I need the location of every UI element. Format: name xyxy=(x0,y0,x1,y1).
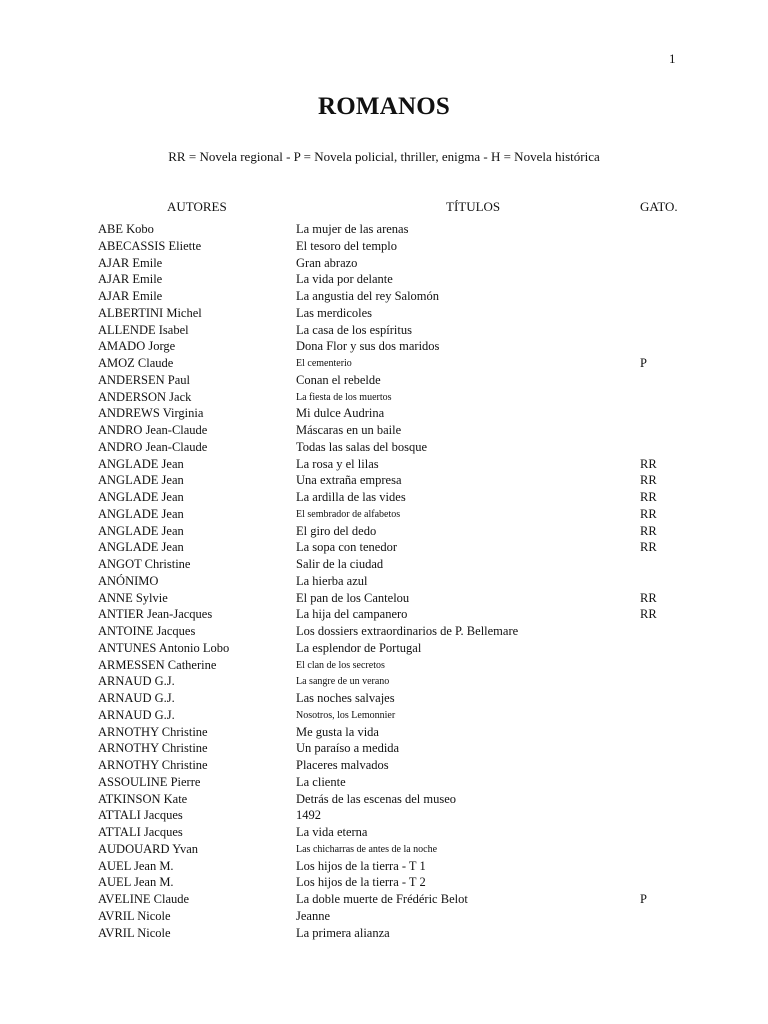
author-cell: AJAR Emile xyxy=(98,255,163,270)
category-cell: RR xyxy=(640,523,657,538)
title-cell: La vida por delante xyxy=(296,272,393,287)
category-cell: RR xyxy=(640,456,657,471)
title-cell: La fiesta de los muertos xyxy=(296,391,392,403)
title-cell: El cementerio xyxy=(296,358,352,369)
title-cell: Conan el rebelde xyxy=(296,372,381,387)
category-legend: RR = Novela regional - P = Novela policial, thriller, enigma - H = Novela histórica xyxy=(168,149,600,164)
table-row xyxy=(0,574,768,591)
table-row xyxy=(0,289,768,306)
title-cell: Las chicharras de antes de la noche xyxy=(296,843,438,855)
table-row xyxy=(0,272,768,289)
title-cell: Nosotros, los Lemonnier xyxy=(296,709,396,721)
table-row xyxy=(0,607,768,624)
author-cell: AJAR Emile xyxy=(98,289,163,303)
table-row xyxy=(0,256,768,273)
table-row xyxy=(0,239,768,256)
title-cell: El clan de los secretos xyxy=(296,659,385,671)
author-cell: ANTOINE Jacques xyxy=(98,624,196,638)
table-row xyxy=(0,440,768,457)
page-number: 1 xyxy=(669,51,676,66)
table-row xyxy=(0,909,768,926)
author-cell: AUEL Jean M. xyxy=(98,858,174,873)
table-row xyxy=(0,423,768,440)
author-cell: AUEL Jean M. xyxy=(98,875,174,890)
table-row xyxy=(0,792,768,809)
title-cell: Un paraíso a medida xyxy=(296,741,400,756)
author-cell: ANDREWS Virginia xyxy=(98,406,204,421)
table-row xyxy=(0,758,768,775)
title-cell: Los hijos de la tierra - T 1 xyxy=(296,858,426,873)
author-cell: ANDRO Jean-Claude xyxy=(98,423,208,437)
table-row xyxy=(0,591,768,608)
author-cell: ANTIER Jean-Jacques xyxy=(98,607,213,622)
title-cell: La hija del campanero xyxy=(296,607,408,622)
author-cell: ALLENDE Isabel xyxy=(98,322,189,337)
author-cell: ANGLADE Jean xyxy=(98,490,184,504)
title-cell: Las noches salvajes xyxy=(296,691,395,705)
author-cell: ATTALI Jacques xyxy=(98,825,183,839)
table-row xyxy=(0,473,768,490)
book-list xyxy=(0,222,768,942)
category-cell: RR xyxy=(640,506,657,521)
title-cell: La sopa con tenedor xyxy=(296,540,398,555)
author-cell: ASSOULINE Pierre xyxy=(98,774,201,789)
author-cell: ANÓNIMO xyxy=(98,573,159,588)
author-cell: ANGLADE Jean xyxy=(98,523,184,538)
author-cell: AVELINE Claude xyxy=(98,892,190,906)
title-cell: Los hijos de la tierra - T 2 xyxy=(296,875,426,890)
title-cell: La sangre de un verano xyxy=(296,676,390,688)
title-cell: Máscaras en un baile xyxy=(296,423,402,437)
category-cell: RR xyxy=(640,607,657,622)
title-cell: Placeres malvados xyxy=(296,758,389,772)
column-header-authors: AUTORES xyxy=(167,199,227,214)
table-row xyxy=(0,490,768,507)
title-cell: La primera alianza xyxy=(296,925,390,940)
author-cell: ARNOTHY Christine xyxy=(98,724,208,739)
table-row xyxy=(0,875,768,892)
table-row xyxy=(0,390,768,407)
title-cell: Me gusta la vida xyxy=(296,724,379,739)
table-row xyxy=(0,741,768,758)
table-row xyxy=(0,775,768,792)
author-cell: ARNAUD G.J. xyxy=(98,707,175,722)
table-row xyxy=(0,691,768,708)
author-cell: ATKINSON Kate xyxy=(98,791,188,806)
title-cell: 1492 xyxy=(296,808,321,823)
category-cell: RR xyxy=(640,540,657,555)
title-cell: El tesoro del templo xyxy=(296,238,398,253)
table-row xyxy=(0,524,768,541)
title-cell: Jeanne xyxy=(296,908,331,923)
author-cell: ANTUNES Antonio Lobo xyxy=(98,640,230,655)
title-cell: El giro del dedo xyxy=(296,523,377,538)
category-cell: P xyxy=(640,892,647,906)
table-row xyxy=(0,892,768,909)
title-cell: El pan de los Cantelou xyxy=(296,590,410,605)
title-cell: La ardilla de las vides xyxy=(296,490,406,504)
table-row xyxy=(0,859,768,876)
column-header-titles: TÍTULOS xyxy=(446,199,501,214)
title-cell: Las merdicoles xyxy=(296,305,373,320)
title-cell: La casa de los espíritus xyxy=(296,322,412,337)
table-row xyxy=(0,507,768,524)
table-row xyxy=(0,725,768,742)
author-cell: ARNAUD G.J. xyxy=(98,691,175,705)
author-cell: AJAR Emile xyxy=(98,272,163,287)
title-cell: Detrás de las escenas del museo xyxy=(296,791,457,806)
author-cell: AVRIL Nicole xyxy=(98,908,171,923)
author-cell: ARNOTHY Christine xyxy=(98,758,208,772)
author-cell: ANDERSON Jack xyxy=(98,389,192,404)
title-cell: Dona Flor y sus dos maridos xyxy=(296,339,440,354)
table-row xyxy=(0,926,768,943)
author-cell: ANDERSEN Paul xyxy=(98,372,191,387)
table-row xyxy=(0,356,768,373)
table-row xyxy=(0,624,768,641)
category-cell: RR xyxy=(640,590,657,605)
author-cell: ABECASSIS Eliette xyxy=(98,238,202,253)
author-cell: AVRIL Nicole xyxy=(98,925,171,940)
author-cell: ANGLADE Jean xyxy=(98,506,184,521)
table-row xyxy=(0,808,768,825)
column-header-category: GATO. xyxy=(640,199,678,214)
author-cell: AMOZ Claude xyxy=(98,356,174,370)
table-row xyxy=(0,323,768,340)
table-row xyxy=(0,457,768,474)
author-cell: ARNAUD G.J. xyxy=(98,674,175,689)
table-row xyxy=(0,222,768,239)
table-row xyxy=(0,674,768,691)
title-cell: La cliente xyxy=(296,774,346,789)
table-row xyxy=(0,641,768,658)
title-cell: La hierba azul xyxy=(296,573,368,588)
table-row xyxy=(0,658,768,675)
author-cell: ALBERTINI Michel xyxy=(98,305,202,320)
title-cell: Gran abrazo xyxy=(296,255,358,270)
author-cell: ANDRO Jean-Claude xyxy=(98,439,208,454)
author-cell: ANGLADE Jean xyxy=(98,540,184,555)
table-row xyxy=(0,557,768,574)
table-row xyxy=(0,842,768,859)
table-row xyxy=(0,406,768,423)
table-row xyxy=(0,825,768,842)
author-cell: ATTALI Jacques xyxy=(98,808,183,823)
title-cell: La doble muerte de Frédéric Belot xyxy=(296,892,468,906)
title-cell: La esplendor de Portugal xyxy=(296,640,422,655)
table-row xyxy=(0,708,768,725)
table-row xyxy=(0,373,768,390)
author-cell: ANGLADE Jean xyxy=(98,456,184,471)
author-cell: ARMESSEN Catherine xyxy=(98,657,217,672)
page-title: ROMANOS xyxy=(318,93,450,120)
table-row xyxy=(0,339,768,356)
title-cell: El sembrador de alfabetos xyxy=(296,508,401,520)
table-row xyxy=(0,540,768,557)
title-cell: La mujer de las arenas xyxy=(296,222,409,236)
category-cell: RR xyxy=(640,490,657,504)
title-cell: La angustia del rey Salomón xyxy=(296,289,440,303)
table-row xyxy=(0,306,768,323)
title-cell: Mi dulce Audrina xyxy=(296,406,385,421)
author-cell: AMADO Jorge xyxy=(98,339,176,354)
title-cell: Los dossiers extraordinarios de P. Bellemare xyxy=(296,624,519,638)
author-cell: ANGOT Christine xyxy=(98,557,191,571)
author-cell: ANNE Sylvie xyxy=(98,590,168,605)
author-cell: ARNOTHY Christine xyxy=(98,741,208,756)
title-cell: La vida eterna xyxy=(296,825,368,839)
category-cell: RR xyxy=(640,473,657,488)
author-cell: AUDOUARD Yvan xyxy=(98,841,199,856)
author-cell: ANGLADE Jean xyxy=(98,473,184,488)
title-cell: Todas las salas del bosque xyxy=(296,439,428,454)
title-cell: La rosa y el lilas xyxy=(296,456,379,471)
title-cell: Salir de la ciudad xyxy=(296,557,384,571)
author-cell: ABE Kobo xyxy=(98,222,154,236)
title-cell: Una extraña empresa xyxy=(296,473,402,488)
category-cell: P xyxy=(640,356,647,370)
